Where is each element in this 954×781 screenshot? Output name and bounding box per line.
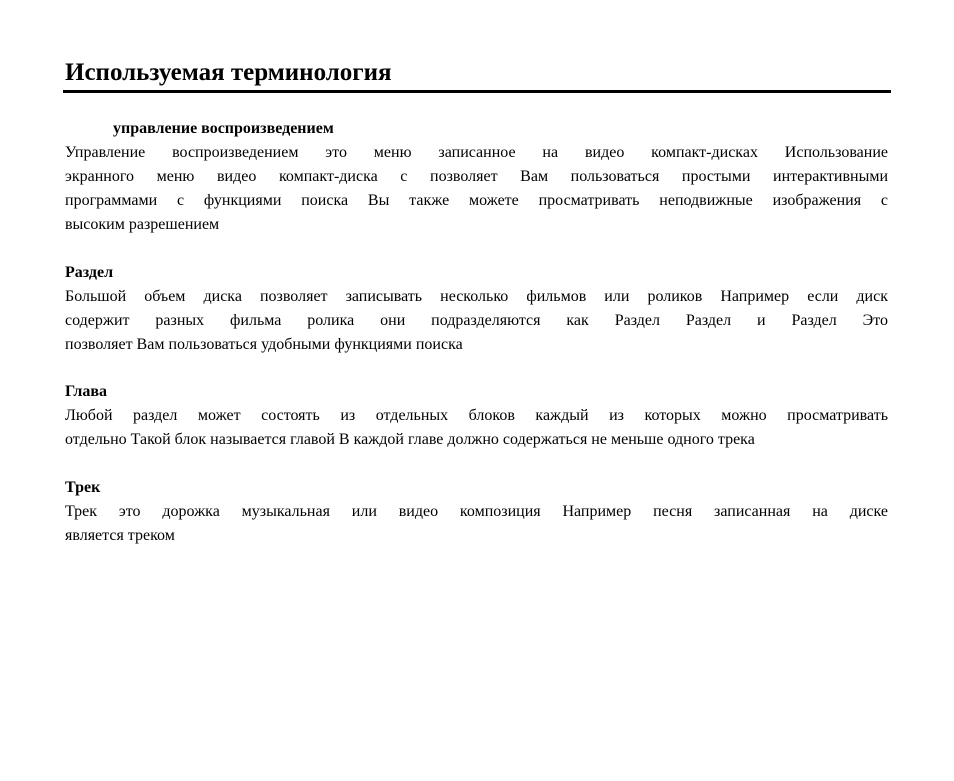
paragraph-line: является треком — [65, 527, 175, 544]
section-heading-title: Раздел — [65, 264, 114, 281]
paragraph-line: позволяет Вам пользоваться удобными функциями поиска — [65, 336, 463, 353]
section-heading-playback-control: управление воспроизведением — [113, 120, 334, 137]
section-heading-chapter: Глава — [65, 383, 107, 400]
paragraph-line: Большой объем диска позволяет записывать несколько фильмов или роликов Например если диск — [65, 288, 888, 305]
paragraph-line: Управление воспроизведением это меню записанное на видео компакт-дисках Использование — [65, 144, 888, 161]
paragraph-line: программами с функциями поиска Вы также можете просматривать неподвижные изображения с — [65, 192, 888, 209]
paragraph-line: высоким разрешением — [65, 216, 220, 233]
paragraph-line: Любой раздел может состоять из отдельных блоков каждый из которых можно просматривать — [65, 407, 888, 424]
page-title: Используемая терминология — [65, 59, 392, 86]
paragraph-line: Трек это дорожка музыкальная или видео композиция Например песня записанная на диске — [65, 503, 888, 520]
paragraph-line: содержит разных фильма ролика они подразделяются как Раздел Раздел и Раздел Это — [65, 312, 888, 329]
paragraph-line: отдельно Такой блок называется главой В каждой главе должно содержаться не меньше одного трека — [65, 431, 755, 448]
section-heading-track: Трек — [65, 479, 101, 496]
title-underline — [63, 90, 891, 93]
paragraph-line: экранного меню видео компакт-диска с позволяет Вам пользоваться простыми интерактивными — [65, 168, 888, 185]
